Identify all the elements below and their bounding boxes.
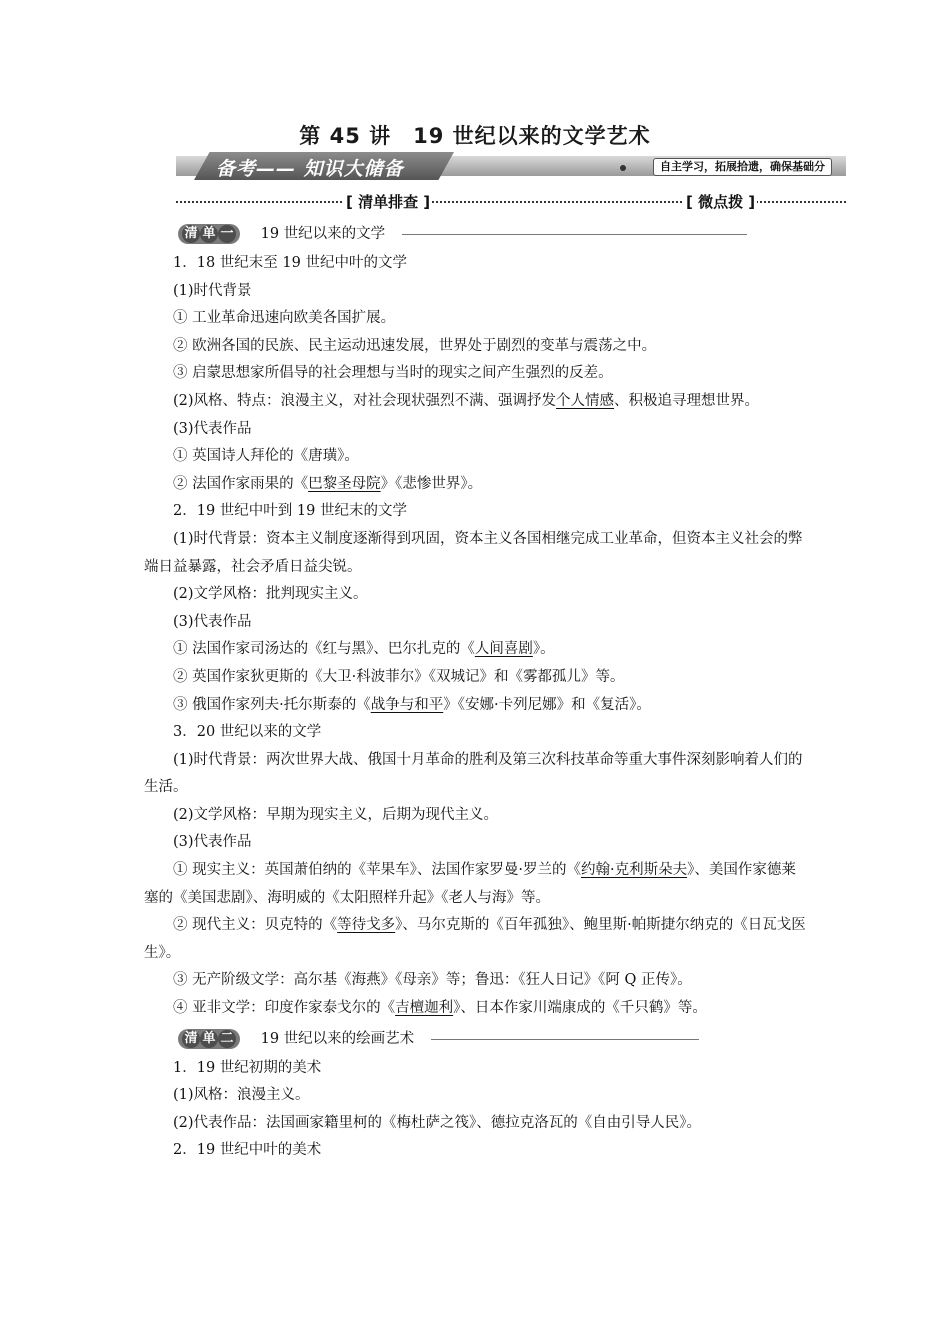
list-item: ② 欧洲各国的民族、民主运动迅速发展，世界处于剧烈的变革与震荡之中。 xyxy=(173,337,657,354)
section-banner xyxy=(176,152,846,180)
section-rule xyxy=(431,1038,699,1040)
heading: 2．19 世纪中叶的美术 xyxy=(173,1142,322,1159)
page-title: 第 45 讲 19 世纪以来的文学艺术 xyxy=(299,124,651,148)
list-item: ② 英国作家狄更斯的《大卫·科波菲尔》《双城记》和《雾都孤儿》等。 xyxy=(173,668,625,685)
subheading: (1)时代背景 xyxy=(173,282,252,299)
main-content xyxy=(144,218,806,1165)
list-check-heading: [ 清单排查 ] xyxy=(346,193,431,211)
section-title: 19 世纪以来的绘画艺术 xyxy=(260,1030,415,1047)
tips-heading: [ 微点拨 ] xyxy=(686,193,756,211)
bullet-icon xyxy=(620,165,626,171)
dotted-header-row xyxy=(176,191,846,211)
banner-motto: 自主学习，拓展拾遗，确保基础分 xyxy=(653,158,832,176)
subheading: (3)代表作品 xyxy=(173,420,252,437)
underlined-term: 人间喜剧 xyxy=(474,641,533,658)
heading: 3．20 世纪以来的文学 xyxy=(173,724,322,741)
paragraph: (1)时代背景：资本主义制度逐渐得到巩固，资本主义各国相继完成工业革命，但资本主义社会的弊端日益暴露，社会矛盾日益尖锐。 xyxy=(144,530,803,575)
heading: 1．18 世纪末至 19 世纪中叶的文学 xyxy=(173,255,407,271)
underlined-term: 等待戈多 xyxy=(337,917,396,934)
underlined-term: 约翰·克利斯朵夫 xyxy=(580,862,688,879)
section-title: 19 世纪以来的文学 xyxy=(260,226,386,242)
subheading: (3)代表作品 xyxy=(173,834,252,851)
underlined-term: 个人情感 xyxy=(556,392,615,409)
list-item: ② 现代主义：贝克特的《等待戈多》、马尔克斯的《百年孤独》、鲍里斯·帕斯捷尔纳克的《日瓦戈医生》。 xyxy=(144,917,806,961)
list-item: ① 英国诗人拜伦的《唐璜》。 xyxy=(173,448,359,465)
list-item: ④ 亚非文学：印度作家泰戈尔的《吉檀迦利》、日本作家川端康成的《千只鹤》等。 xyxy=(173,1000,707,1017)
paragraph: (1)时代背景：两次世界大战、俄国十月革命的胜利及第三次科技革命等重大事件深刻影响着人们的生活。 xyxy=(144,751,803,796)
list-item: ③ 无产阶级文学：高尔基《海燕》《母亲》等；鲁迅：《狂人日记》《阿 Q 正传》。 xyxy=(173,972,692,989)
list-item: ① 法国作家司汤达的《红与黑》、巴尔扎克的《人间喜剧》。 xyxy=(173,641,555,658)
section-badge: 清 单 一 xyxy=(178,224,240,244)
paragraph: (1)风格：浪漫主义。 xyxy=(173,1087,310,1104)
paragraph: (2)风格、特点：浪漫主义，对社会现状强烈不满、强调抒发个人情感、积极追寻理想世界。 xyxy=(173,392,760,409)
banner-label: 备考—— 知识大储备 xyxy=(216,158,404,180)
paragraph: (2)代表作品：法国画家籍里柯的《梅杜萨之筏》、德拉克洛瓦的《自由引导人民》。 xyxy=(173,1114,702,1131)
section-badge: 清 单 二 xyxy=(178,1029,240,1049)
paragraph: (2)文学风格：批判现实主义。 xyxy=(173,586,368,603)
underlined-term: 巴黎圣母院 xyxy=(308,475,381,492)
underlined-term: 吉檀迦利 xyxy=(395,1000,454,1017)
section-header-2 xyxy=(178,1023,806,1055)
list-item: ③ 启蒙思想家所倡导的社会理想与当时的现实之间产生强烈的反差。 xyxy=(173,365,613,382)
paragraph: (2)文学风格：早期为现实主义，后期为现代主义。 xyxy=(173,806,499,823)
list-item: ① 现实主义：英国萧伯纳的《苹果车》、法国作家罗曼·罗兰的《约翰·克利斯朵夫》、美国作家德莱塞的《美国悲剧》、海明威的《太阳照样升起》《老人与海》等。 xyxy=(144,862,796,906)
section-rule xyxy=(402,233,747,235)
underlined-term: 战争与和平 xyxy=(370,696,444,713)
list-item: ③ 俄国作家列夫·托尔斯泰的《战争与和平》《安娜·卡列尼娜》和《复活》。 xyxy=(173,696,651,713)
section-header-1 xyxy=(178,218,806,250)
subheading: (3)代表作品 xyxy=(173,613,252,630)
heading: 2．19 世纪中叶到 19 世纪末的文学 xyxy=(173,503,407,520)
list-item: ① 工业革命迅速向欧美各国扩展。 xyxy=(173,310,396,327)
heading: 1．19 世纪初期的美术 xyxy=(173,1059,322,1076)
list-item: ② 法国作家雨果的《巴黎圣母院》《悲惨世界》。 xyxy=(173,475,483,492)
